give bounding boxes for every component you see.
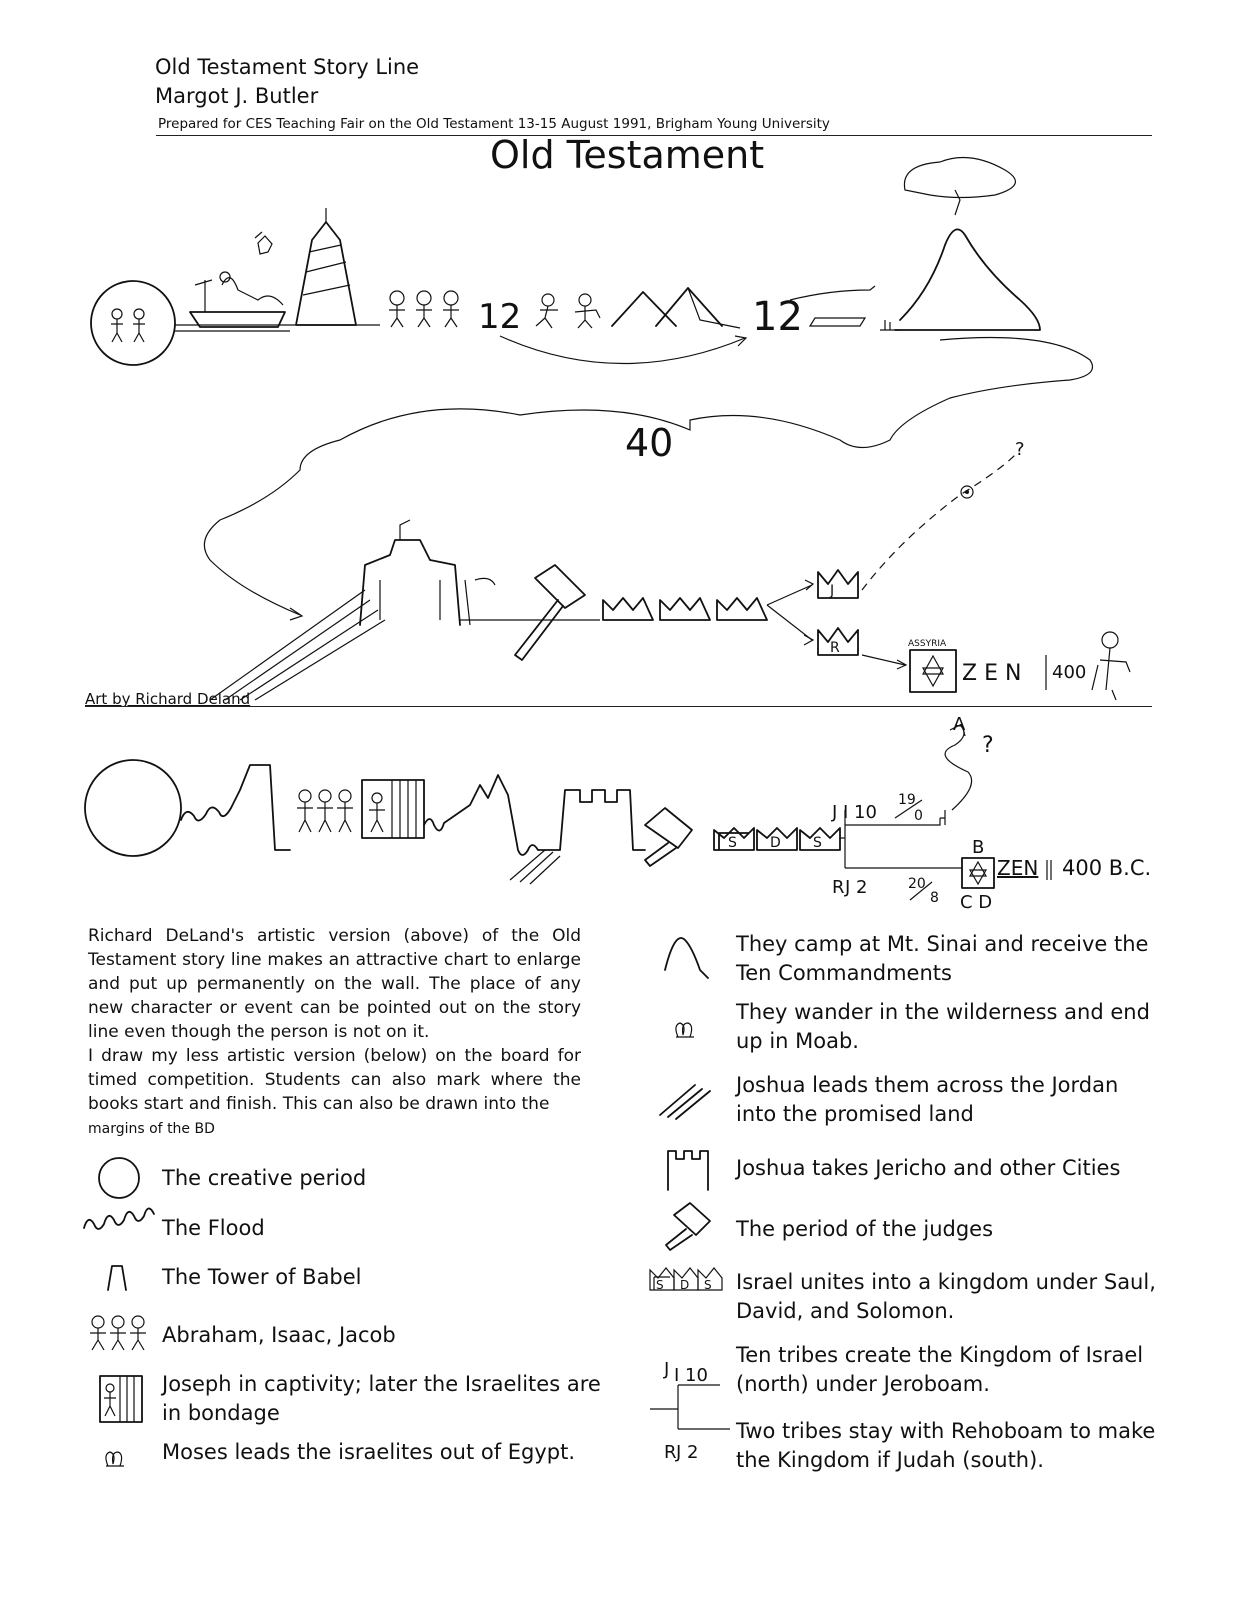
bondage-box-icon: [362, 780, 424, 838]
svg-text:S: S: [656, 1278, 664, 1292]
description-p2: I draw my less artistic version (below) on the board for timed competition. Students can also mark where the books start and finish. This can also be drawn into the: [88, 1046, 581, 1114]
prison-icon: [100, 1376, 142, 1422]
svg-text:ZEN: ZEN: [997, 856, 1039, 880]
svg-text:0: 0: [914, 808, 923, 824]
svg-text:J: J: [832, 802, 838, 823]
svg-text:19: 19: [898, 792, 916, 808]
legend-judah-south: Two tribes stay with Rehoboam to make the Kingdom if Judah (south).: [736, 1419, 1156, 1472]
svg-text:J 2: J 2: [676, 1442, 699, 1463]
svg-text:S: S: [704, 1278, 712, 1292]
right-legend-icons: [650, 925, 730, 1465]
svg-text:D: D: [770, 835, 781, 851]
illustration-rule: [85, 706, 1152, 707]
crown-judah-icon: [818, 570, 858, 598]
tower-icon: [108, 1266, 126, 1290]
svg-text:S: S: [813, 835, 822, 851]
description-p1: Richard DeLand's artistic version (above) of the Old Testament story line makes an attractive chart to enlarge and put up permanently on the wall. The place of any new character or event can be pointed out on the story line even though the person is not on it.: [88, 926, 581, 1042]
description-p3: margins of the BD: [88, 1121, 215, 1137]
babylon-star-box-icon: [962, 858, 994, 888]
illustration-title: Old Testament: [490, 133, 765, 177]
svg-text:R: R: [664, 1442, 677, 1463]
legend-judges: The period of the judges: [736, 1217, 994, 1241]
description-block: [88, 924, 581, 1141]
prepared-note: Prepared for CES Teaching Fair on the Old Testament 13-15 August 1991, Brigham Young University: [158, 116, 830, 132]
circle-icon: [99, 1158, 139, 1198]
document-title: Old Testament Story Line: [155, 55, 420, 79]
svg-text:S: S: [728, 835, 737, 851]
svg-text:400: 400: [1052, 662, 1087, 683]
legend-exodus: Moses leads the israelites out of Egypt.: [162, 1440, 576, 1464]
pyramids-icon: [612, 288, 740, 328]
captives-icon: [536, 294, 600, 328]
svg-text:?: ?: [982, 733, 994, 758]
flood-tower-line: [181, 765, 290, 850]
svg-text:ASSYRIA: ASSYRIA: [908, 639, 947, 649]
artistic-storyline: [0, 0, 1237, 720]
author-name: Margot J. Butler: [155, 84, 319, 108]
legend-creative-period: The creative period: [162, 1166, 367, 1190]
legend-sinai: They camp at Mt. Sinai and receive the Ten Commandments: [736, 932, 1149, 985]
exodus-arrow: [500, 336, 745, 364]
babel-tower-icon: [296, 208, 356, 325]
wander-40-label: 40: [625, 421, 674, 465]
legend-patriarchs: Abraham, Isaac, Jacob: [162, 1323, 396, 1347]
legend-wilderness: They wander in the wilderness and end up in Moab.: [736, 1000, 1150, 1053]
mount-sinai-icon: [895, 158, 1040, 331]
svg-text:8: 8: [930, 890, 939, 906]
art-credit: Art by Richard Deland: [85, 690, 251, 708]
wave-icon: [84, 1208, 154, 1229]
mountain-icon: [665, 938, 708, 978]
svg-text:C D: C D: [960, 892, 993, 913]
united-kingdom-crowns-icon: [603, 598, 767, 620]
tribes-12b-label: 12: [752, 294, 803, 340]
svg-text:B: B: [972, 837, 985, 858]
svg-text:R: R: [832, 877, 845, 898]
svg-text:J 2: J 2: [845, 877, 868, 898]
svg-text:20: 20: [908, 876, 926, 892]
svg-text:A: A: [953, 714, 966, 735]
star-box-icon: [910, 650, 956, 692]
svg-text:J: J: [664, 1359, 670, 1380]
simple-storyline: [0, 710, 1237, 930]
castle-wall-icon: [668, 1151, 708, 1190]
adam-eve-circle-icon: [91, 281, 175, 365]
gavel-icon: [666, 1203, 710, 1250]
legend-flood: The Flood: [162, 1216, 265, 1240]
tribes-12-label: 12: [478, 297, 522, 337]
diagonal-lines-icon: [660, 1085, 710, 1119]
svg-text:D: D: [680, 1278, 690, 1292]
ark-icon: [190, 232, 285, 327]
patriarchs-icon: [389, 291, 459, 327]
svg-text:J: J: [830, 583, 835, 599]
gavel-icon: [645, 808, 692, 866]
patriarchs-figures-icon: [297, 790, 353, 832]
legend-jordan: Joshua leads them across the Jordan into the promised land: [736, 1073, 1119, 1126]
prophet-figure-icon: [1092, 632, 1130, 700]
legend-united-kingdom: Israel unites into a kingdom under Saul, David, and Solomon.: [736, 1270, 1156, 1323]
jericho-icon: [360, 520, 495, 625]
svg-text:?: ?: [1015, 439, 1025, 460]
svg-text:R: R: [830, 640, 840, 656]
svg-text:I 10: I 10: [674, 1365, 708, 1386]
legend-joseph: Joseph in captivity; later the Israelites are in bondage: [162, 1372, 601, 1425]
svg-text:Z E N: Z E N: [962, 661, 1022, 686]
loop-icon: [106, 1452, 124, 1466]
legend-babel: The Tower of Babel: [162, 1265, 362, 1289]
loop-icon: [676, 1023, 694, 1037]
legend-israel-north: Ten tribes create the Kingdom of Israel (north) under Jeroboam.: [736, 1343, 1144, 1396]
svg-text:I 10: I 10: [843, 802, 877, 823]
three-figures-icon: [90, 1316, 146, 1350]
left-legend-icons: [80, 1150, 170, 1490]
legend-jericho: Joshua takes Jericho and other Cities: [736, 1156, 1121, 1180]
judges-gavel-icon: [515, 565, 585, 660]
svg-text:400 B.C.: 400 B.C.: [1062, 856, 1152, 880]
split-branch-icon: [650, 1385, 730, 1429]
creation-circle-icon: [85, 760, 181, 856]
